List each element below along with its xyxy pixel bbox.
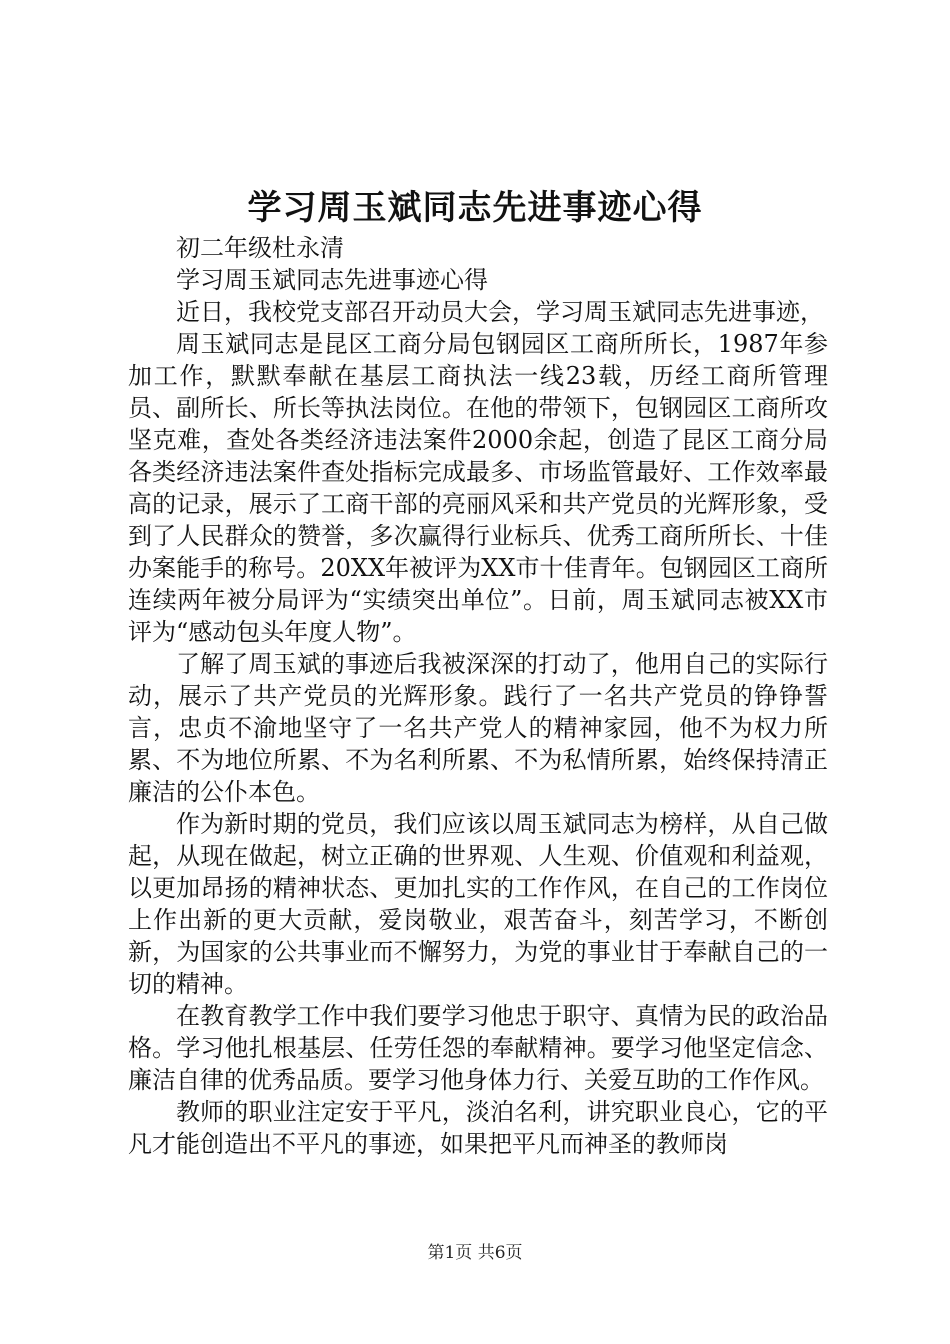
paragraph: 教师的职业注定安于平凡，淡泊名利，讲究职业良心，它的平凡才能创造出不平凡的事迹，如果把平凡而神圣的教师岗 xyxy=(128,1098,828,1158)
paragraph: 近日，我校党支部召开动员大会，学习周玉斌同志先进事迹， xyxy=(176,298,824,326)
page-number-footer: 第1页 共6页 xyxy=(427,1243,523,1263)
document-title: 学习周玉斌同志先进事迹心得 xyxy=(247,188,703,228)
paragraph: 作为新时期的党员，我们应该以周玉斌同志为榜样，从自己做起，从现在做起，树立正确的世界观、人生观、价值观和利益观，以更加昂扬的精神状态、更加扎实的工作作风，在自己的工作岗位上作出新的更大贡献，爱岗敬业，艰苦奋斗，刻苦学习，不断创新，为国家的公共事业而不懈努力，为党的事业甘于奉献自己的一切的精神。 xyxy=(128,810,828,998)
document-body xyxy=(128,232,828,1160)
paragraph: 周玉斌同志是昆区工商分局包钢园区工商所所长，1987年参加工作，默默奉献在基层工商执法一线23载，历经工商所管理员、副所长、所长等执法岗位。在他的带领下，包钢园区工商所攻坚克难，查处各类经济违法案件2000余起，创造了昆区工商分局各类经济违法案件查处指标完成最多、市场监管最好、工作效率最高的记录，展示了工商干部的亮丽风采和共产党员的光辉形象，受到了人民群众的赞誉，多次赢得行业标兵、优秀工商所所长、十佳办案能手的称号。20XX年被评为XX市十佳青年。包钢园区工商所连续两年被分局评为“实绩突出单位”。日前，周玉斌同志被XX市评为“感动包头年度人物”。 xyxy=(128,330,828,646)
subtitle-line: 学习周玉斌同志先进事迹心得 xyxy=(176,266,488,294)
author-line: 初二年级杜永清 xyxy=(176,234,344,262)
paragraph: 了解了周玉斌的事迹后我被深深的打动了，他用自己的实际行动，展示了共产党员的光辉形象。践行了一名共产党员的铮铮誓言，忠贞不渝地坚守了一名共产党人的精神家园，他不为权力所累、不为地位所累、不为名利所累、不为私情所累，始终保持清正廉洁的公仆本色。 xyxy=(128,650,828,806)
paragraph: 在教育教学工作中我们要学习他忠于职守、真情为民的政治品格。学习他扎根基层、任劳任怨的奉献精神。要学习他坚定信念、廉洁自律的优秀品质。要学习他身体力行、关爱互助的工作作风。 xyxy=(128,1002,828,1094)
